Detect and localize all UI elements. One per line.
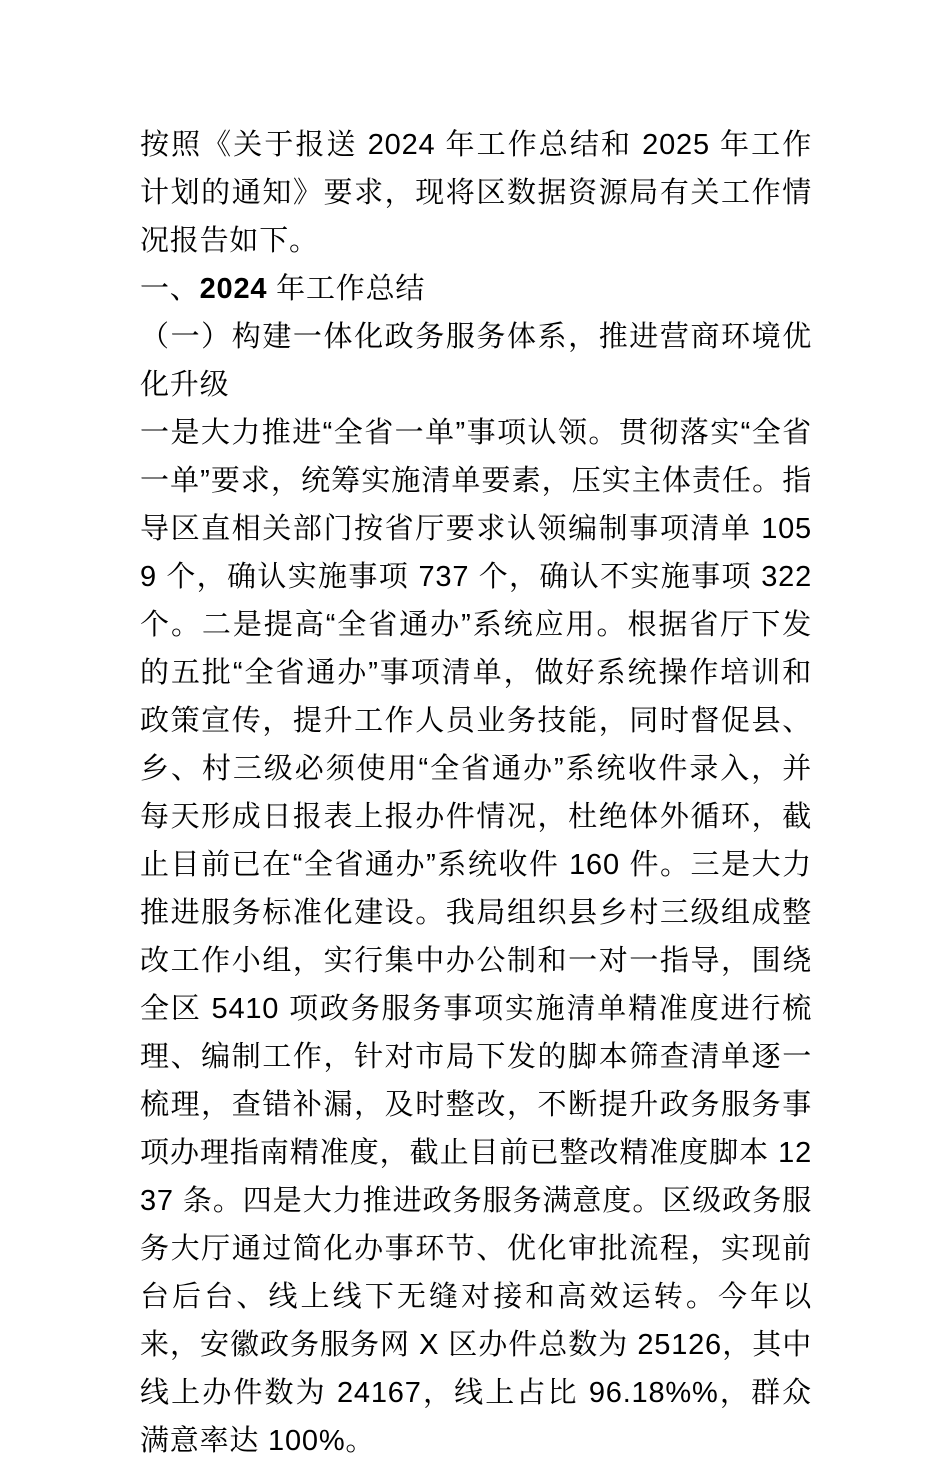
intro-paragraph <box>140 121 812 265</box>
text-run: （一）构建一体化政务服务体系，推进营商环境优化升级 <box>140 321 812 401</box>
text-run: 一、 <box>140 273 200 305</box>
subsection-1-body-paragraph <box>140 409 812 1465</box>
section-heading-2024-work-summary <box>140 265 812 313</box>
document-content <box>140 121 812 1465</box>
subsection-heading-1 <box>140 313 812 409</box>
text-run: 年工作总结 <box>267 273 426 305</box>
text-run: 按照《关于报送 2024 年工作总结和 2025 年工作计划的通知》要求，现将区数据资源局有关工作情况报告如下。 <box>140 129 812 257</box>
text-run: 一是大力推进“全省一单”事项认领。贯彻落实“全省一单”要求，统筹实施清单要素，压实主体责任。指导区直相关部门按省厅要求认领编制事项清单 1059 个，确认实施事项 737 个，确认不实施事项 322 个。二是提高“全省通办”系统应用。根据省厅下发的五批“全省通办”事项清单，做好系统操作培训和政策宣传，提升工作人员业务技能，同时督促县、乡、村三级必须使用“全省通办”系统收件录入，并每天形成日报表上报办件情况，杜绝体外循环，截止目前已在“全省通办”系统收件 160 件。三是大力推进服务标准化建设。我局组织县乡村三级组成整改工作小组，实行集中办公制和一对一指导，围绕全区 5410 项政务服务事项实施清单精准度进行梳理、编制工作，针对市局下发的脚本筛查清单逐一梳理，查错补漏，及时整改，不断提升政务服务事项办理指南精准度，截止目前已整改精准度脚本 1237 条。四是大力推进政务服务满意度。区级政务服务大厅通过简化办事环节、优化审批流程，实现前台后台、线上线下无缝对接和高效运转。今年以来，安徽政务服务网 X 区办件总数为 25126，其中线上办件数为 24167，线上占比 96.18%%，群众满意率达 100%。 <box>140 417 812 1457</box>
bold-text-run: 2024 <box>199 273 268 305</box>
